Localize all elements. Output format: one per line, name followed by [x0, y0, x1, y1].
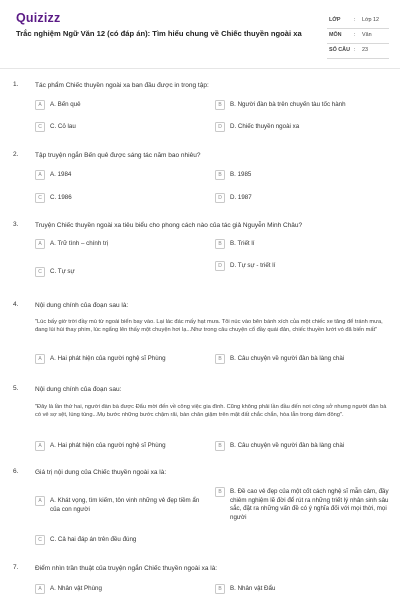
option-letter: B [218, 356, 222, 362]
option-letter: B [218, 102, 222, 108]
option-letter: B [218, 172, 222, 178]
option-letter: B [218, 586, 222, 592]
option-text: B. Đề cao vẻ đẹp của một cốt cách nghệ sĩ mẫn cảm, đầy chiêm nghiệm lẽ đời để rút ra những triết lý nhân sinh sâu sắc, đặt ra những vấn đề có ý nghĩa đối với mọi thời, mọi người [230, 488, 389, 521]
option-letter: A [38, 102, 42, 108]
question-text: Giá trị nội dung của Chiếc thuyền ngoài xa là: [35, 469, 167, 476]
meta-row-subject: MÔN : Văn [327, 29, 389, 44]
question-number: 4. [13, 301, 19, 308]
option-text: A. Nhân vật Phùng [50, 585, 102, 592]
option-letter: A [38, 356, 42, 362]
question-text: Truyện Chiếc thuyền ngoài xa tiêu biểu cho phong cách nào của tác giả Nguyễn Minh Châu? [35, 222, 303, 229]
option-letter: D [218, 195, 222, 201]
option-letter: A [38, 443, 42, 449]
option-letter: A [38, 241, 42, 247]
meta-value: Văn [362, 32, 372, 38]
option-text: B. Triết lí [230, 240, 255, 247]
option-text: A. Khát vọng, tìm kiếm, tôn vinh những vẻ đẹp tiềm ẩn của con người [50, 497, 200, 513]
option-text: C. 1986 [50, 194, 72, 201]
option-letter: C [38, 269, 42, 275]
question-number: 1. [13, 81, 19, 88]
worksheet-header [0, 0, 400, 68]
question-number: 7. [13, 564, 19, 571]
question-text: Điểm nhìn trần thuật của truyện ngắn Chiếc thuyền ngoài xa là: [35, 565, 218, 572]
option-letter: A [38, 498, 42, 504]
option-text: D. Chiếc thuyền ngoài xa [230, 123, 300, 130]
option-text: C. Tự sự [50, 268, 75, 275]
question-text: Nội dung chính của đoạn sau là: [35, 302, 129, 309]
meta-label: SỐ CÂU [329, 47, 350, 53]
question-number: 2. [13, 151, 19, 158]
option-text: B. Người đàn bà trên chuyến tàu tốc hành [230, 101, 346, 108]
meta-table [327, 14, 389, 59]
meta-row-count: SỐ CÂU : 23 [327, 44, 389, 59]
question-text: Tập truyện ngắn Bến quê được sáng tác năm bao nhiêu? [35, 152, 201, 159]
option-text: B. Câu chuyện về người đàn bà làng chài [230, 442, 345, 449]
option-text: B. 1985 [230, 171, 252, 178]
reading-passage: "Lúc bấy giờ trời đầy mù từ ngoài biển bay vào. Lại lác đác mấy hạt mưa. Tôi núc vào bên bánh xích của một chiếc xe tăng để tránh mưa, đang lúi húi thay phim, lúc ngẩng lên thấy một chuyện hơi lạ...Như trong câu chuyện cổ đầy quái đản, chiếc thuyền lướt vó đã biến mất" [35, 319, 383, 334]
option-text: C. Cả hai đáp án trên đều đúng [50, 536, 137, 543]
header-divider [0, 68, 400, 69]
option-letter: A [38, 172, 42, 178]
option-letter: B [218, 241, 222, 247]
reading-passage: "Đây là lần thứ hai, người đàn bà được Đẩu mời đến về công việc gia đình. Cũng không phải lần đầu đến nơi công sở nhưng người đàn bà có vẻ sợ sệt, lúng túng...Mụ bước những bước chậm rãi, bàn chân giậm trên mặt đất chắc chắn, hòa lẫn trong đám đông". [35, 404, 387, 419]
option-text: B. Nhân vật Đẩu [230, 585, 276, 592]
option-text: B. Câu chuyện về người đàn bà làng chài [230, 355, 345, 362]
option-text: A. Hai phát hiện của người nghệ sĩ Phùng [50, 442, 166, 449]
question-text: Nội dung chính của đoạn sau: [35, 386, 122, 393]
option-letter: D [218, 124, 222, 130]
question-number: 6. [13, 468, 19, 475]
option-text: A. Trữ tình – chính trị [50, 240, 109, 247]
question-text: Tác phẩm Chiếc thuyền ngoài xa ban đầu được in trong tập: [35, 82, 209, 89]
meta-value: 23 [362, 47, 368, 53]
meta-label: LỚP [329, 17, 341, 23]
page-title: Trắc nghiệm Ngữ Văn 12 (có đáp án): Tìm hiểu chung về Chiếc thuyền ngoài xa [16, 29, 302, 38]
quizizz-logo: Quizizz [16, 11, 61, 25]
option-text: D. 1987 [230, 194, 252, 201]
option-letter: C [38, 124, 42, 130]
option-text: C. Cỏ lau [50, 123, 76, 130]
option-letter: D [218, 263, 222, 269]
meta-value: Lớp 12 [362, 17, 380, 23]
option-letter: B [218, 489, 222, 495]
option-text: A. Hai phát hiện của người nghệ sĩ Phùng [50, 355, 166, 362]
meta-label: MÔN [329, 32, 342, 38]
option-letter: B [218, 443, 222, 449]
option-text: A. 1984 [50, 171, 72, 178]
option-text: A. Bến quê [50, 101, 81, 108]
option-letter: C [38, 195, 42, 201]
question-number: 3. [13, 221, 19, 228]
option-letter: A [38, 586, 42, 592]
option-letter: C [38, 537, 42, 543]
option-text: D. Tự sự - triết lí [230, 262, 276, 269]
question-number: 5. [13, 385, 19, 392]
meta-row-grade: LỚP : Lớp 12 [327, 14, 389, 29]
